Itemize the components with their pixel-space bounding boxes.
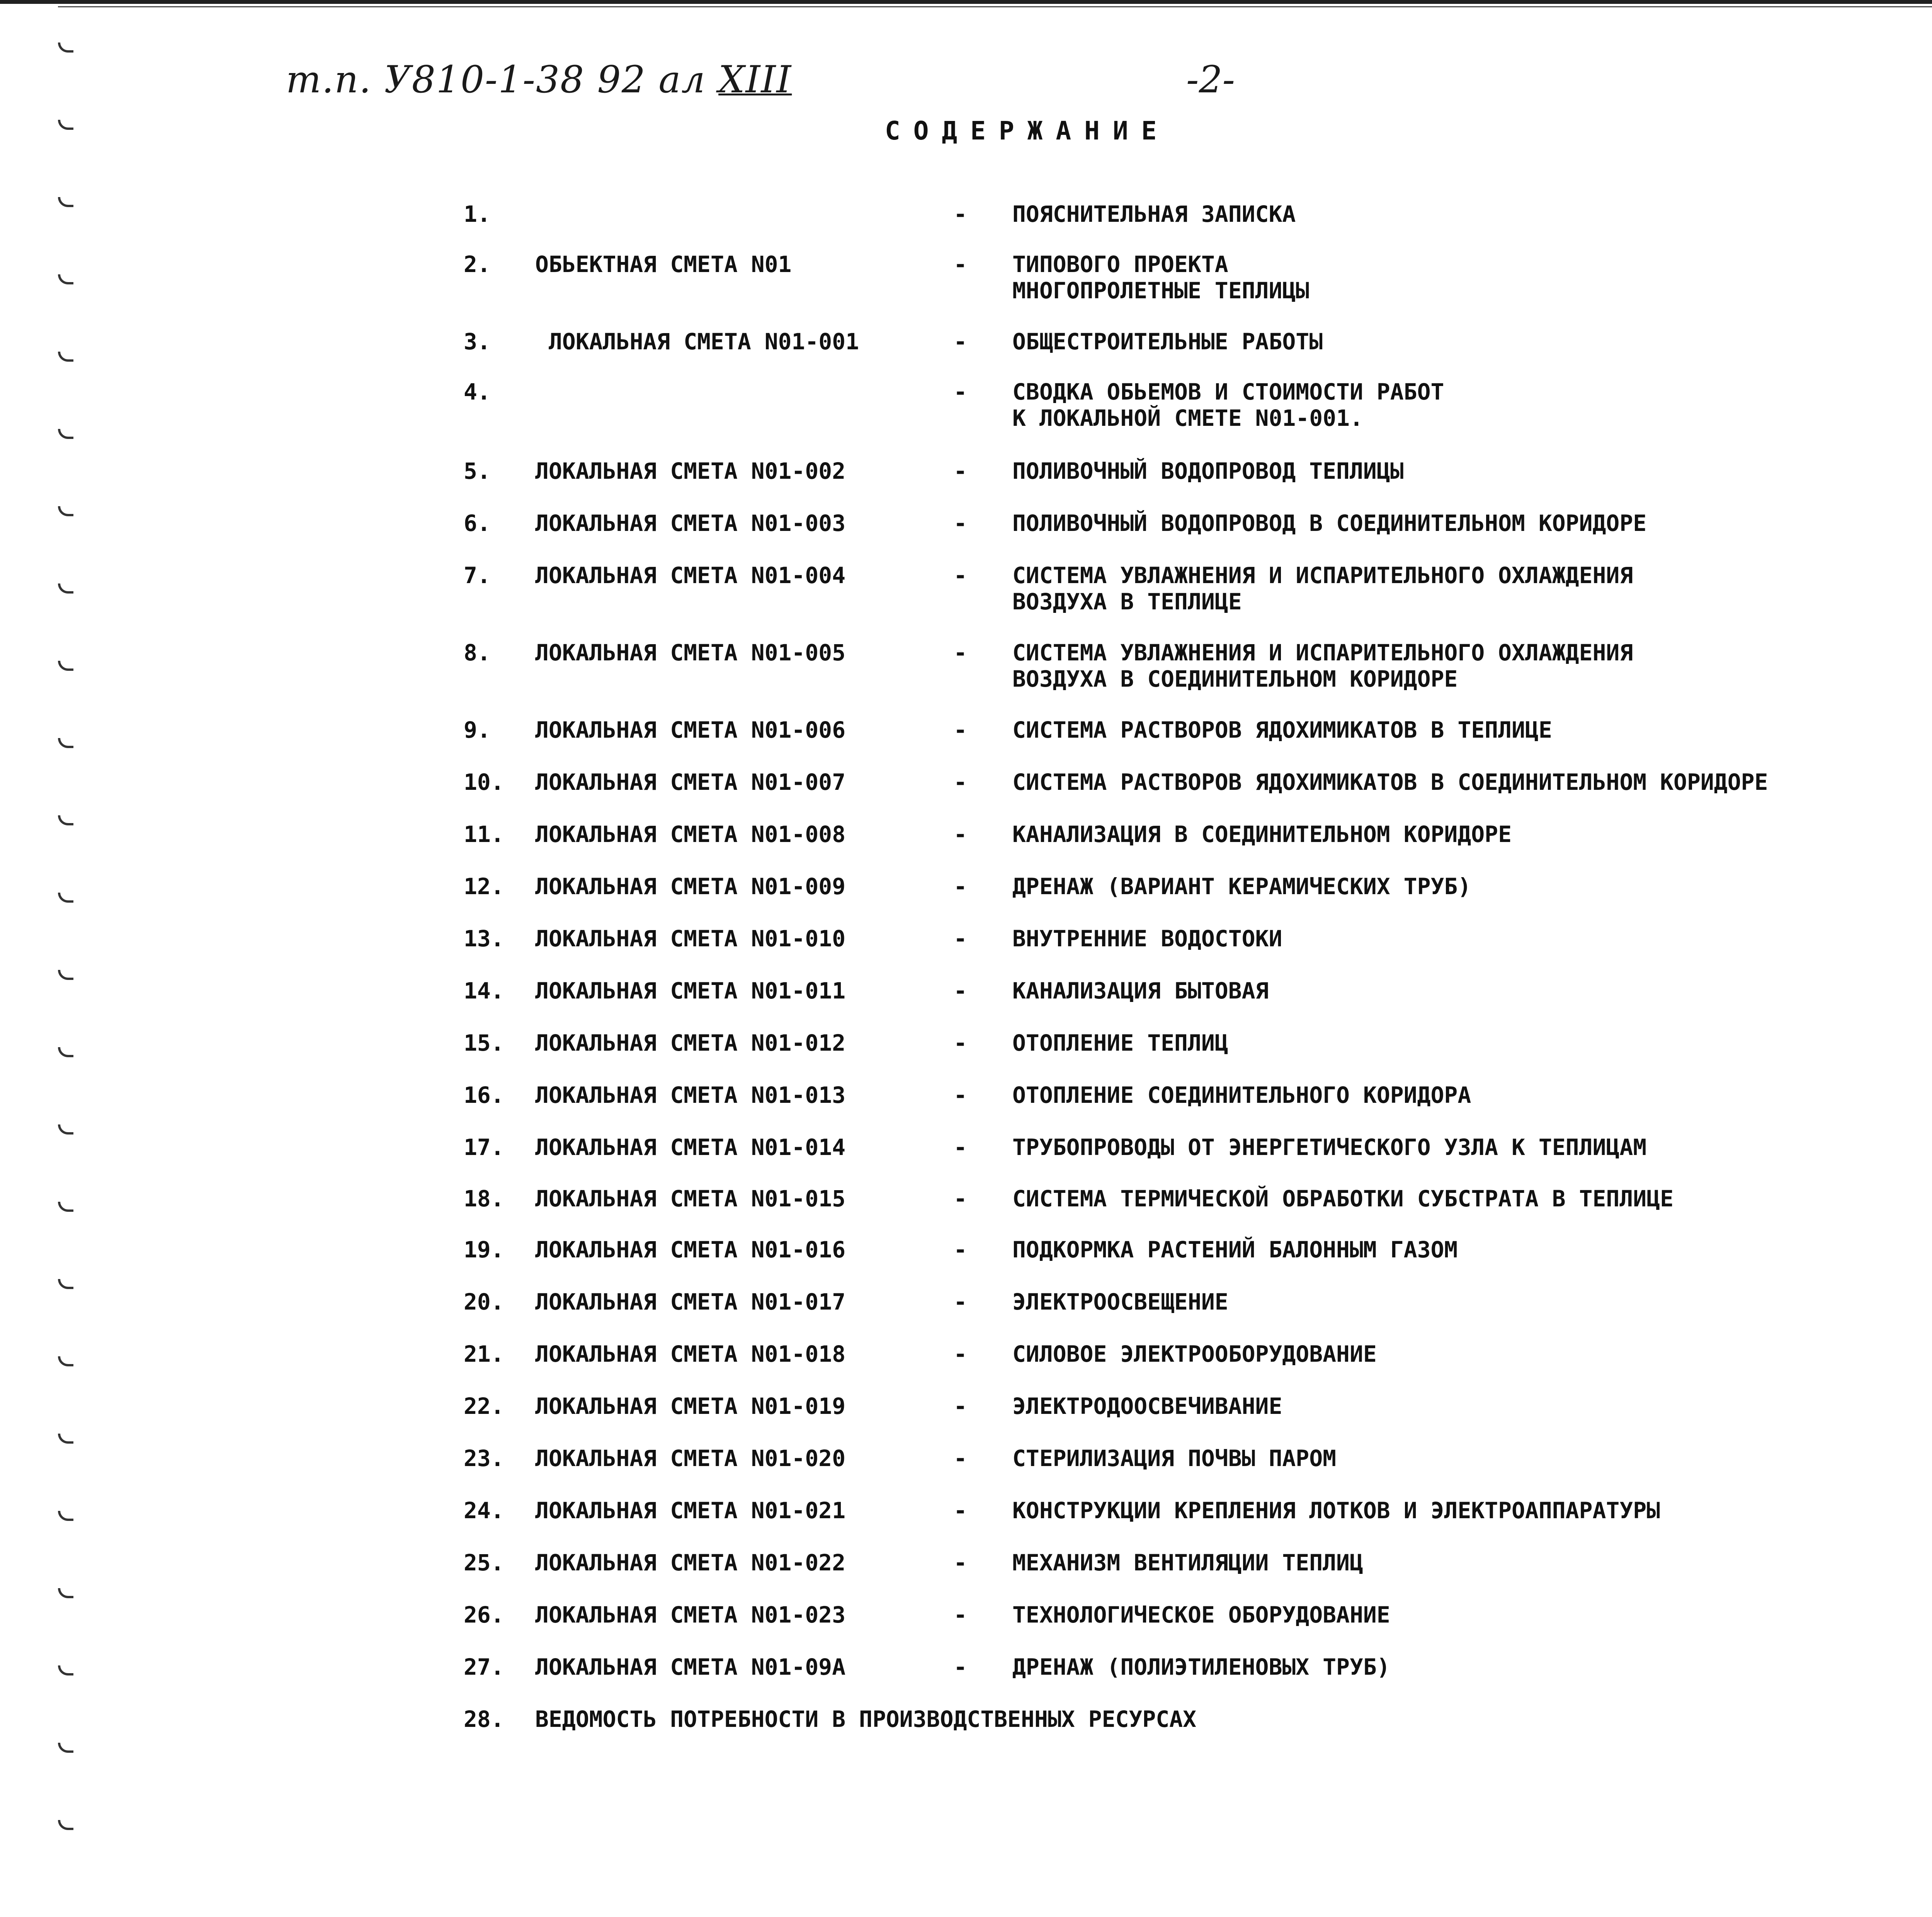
toc-item-number: 4. bbox=[464, 379, 491, 405]
toc-item-description bbox=[1012, 1134, 1646, 1160]
toc-item-number: 22. bbox=[464, 1393, 504, 1419]
toc-description-line: ВОЗДУХА В ТЕПЛИЦЕ bbox=[1012, 589, 1242, 615]
feed-hole-mark bbox=[58, 583, 73, 594]
toc-item-number: 18. bbox=[464, 1186, 504, 1212]
toc-item-number: 14. bbox=[464, 978, 504, 1004]
toc-description-line: КОНСТРУКЦИИ КРЕПЛЕНИЯ ЛОТКОВ И ЭЛЕКТРОАППАРАТУРЫ bbox=[1012, 1497, 1660, 1524]
toc-item-source: ЛОКАЛЬНАЯ СМЕТА N01-008 bbox=[535, 821, 846, 847]
toc-item-description bbox=[1012, 1030, 1228, 1056]
toc-item-description bbox=[1012, 1289, 1228, 1315]
toc-description-line: ОТОПЛЕНИЕ ТЕПЛИЦ bbox=[1012, 1030, 1228, 1056]
toc-item-description bbox=[1012, 1497, 1660, 1524]
toc-item-description bbox=[1012, 1445, 1336, 1471]
toc-description-line: СИЛОВОЕ ЭЛЕКТРООБОРУДОВАНИЕ bbox=[1012, 1341, 1377, 1367]
toc-description-line: СИСТЕМА РАСТВОРОВ ЯДОХИМИКАТОВ В ТЕПЛИЦЕ bbox=[1012, 717, 1552, 743]
toc-item-source: ЛОКАЛЬНАЯ СМЕТА N01-010 bbox=[535, 925, 846, 952]
feed-hole-mark bbox=[58, 352, 73, 362]
toc-item-source: ЛОКАЛЬНАЯ СМЕТА N01-021 bbox=[535, 1497, 846, 1524]
toc-separator-dash: - bbox=[954, 1654, 967, 1680]
toc-item-description bbox=[1012, 873, 1471, 900]
toc-item-number: 19. bbox=[464, 1237, 504, 1263]
toc-item-description bbox=[1012, 769, 1768, 795]
toc-separator-dash: - bbox=[954, 978, 967, 1004]
page-number: -2- bbox=[1186, 58, 1235, 101]
toc-separator-dash: - bbox=[954, 1445, 967, 1471]
toc-item-number: 2. bbox=[464, 251, 491, 277]
toc-item-source: ЛОКАЛЬНАЯ СМЕТА N01-09А bbox=[535, 1654, 846, 1680]
toc-separator-dash: - bbox=[954, 562, 967, 589]
toc-item-source: ЛОКАЛЬНАЯ СМЕТА N01-007 bbox=[535, 769, 846, 795]
toc-item-description bbox=[1012, 1082, 1471, 1108]
toc-item-number: 20. bbox=[464, 1289, 504, 1315]
toc-item-source: ЛОКАЛЬНАЯ СМЕТА N01-022 bbox=[535, 1550, 846, 1576]
feed-hole-mark bbox=[58, 1665, 73, 1675]
toc-item-number: 11. bbox=[464, 821, 504, 847]
toc-separator-dash: - bbox=[954, 1186, 967, 1212]
toc-description-line: ОТОПЛЕНИЕ СОЕДИНИТЕЛЬНОГО КОРИДОРА bbox=[1012, 1082, 1471, 1108]
toc-item-number: 12. bbox=[464, 873, 504, 900]
toc-item-number: 21. bbox=[464, 1341, 504, 1367]
toc-separator-dash: - bbox=[954, 1602, 967, 1628]
toc-description-line: ДРЕНАЖ (ВАРИАНТ КЕРАМИЧЕСКИХ ТРУБ) bbox=[1012, 873, 1471, 900]
toc-item-description bbox=[1012, 328, 1323, 355]
toc-separator-dash: - bbox=[954, 1237, 967, 1263]
toc-separator-dash: - bbox=[954, 458, 967, 484]
toc-item-description bbox=[1012, 1654, 1390, 1680]
toc-separator-dash: - bbox=[954, 379, 967, 405]
handwritten-project-code-text: т.п. У810-1-38 92 ал bbox=[286, 58, 706, 101]
feed-hole-mark bbox=[58, 1047, 73, 1057]
toc-separator-dash: - bbox=[954, 251, 967, 277]
toc-description-line: ЭЛЕКТРОДООСВЕЧИВАНИЕ bbox=[1012, 1393, 1282, 1419]
toc-item-description bbox=[1012, 1602, 1390, 1628]
toc-description-line: ПОЯСНИТЕЛЬНАЯ ЗАПИСКА bbox=[1012, 201, 1296, 227]
feed-hole-mark bbox=[58, 1279, 73, 1289]
feed-hole-mark bbox=[58, 815, 73, 825]
feed-hole-mark bbox=[58, 970, 73, 980]
toc-description-line: ВНУТРЕННИЕ ВОДОСТОКИ bbox=[1012, 925, 1282, 952]
toc-description-line: СВОДКА ОБЬЕМОВ И СТОИМОСТИ РАБОТ bbox=[1012, 379, 1444, 405]
feed-hole-mark bbox=[58, 1356, 73, 1366]
toc-separator-dash: - bbox=[954, 717, 967, 743]
toc-separator-dash: - bbox=[954, 925, 967, 952]
toc-description-line: СИСТЕМА УВЛАЖНЕНИЯ И ИСПАРИТЕЛЬНОГО ОХЛАЖДЕНИЯ bbox=[1012, 640, 1633, 666]
toc-separator-dash: - bbox=[954, 769, 967, 795]
toc-item-description bbox=[1012, 201, 1296, 227]
toc-separator-dash: - bbox=[954, 328, 967, 355]
toc-description-line: ТРУБОПРОВОДЫ ОТ ЭНЕРГЕТИЧЕСКОГО УЗЛА К ТЕПЛИЦАМ bbox=[1012, 1134, 1647, 1160]
feed-hole-mark bbox=[58, 1588, 73, 1598]
toc-item-source: ЛОКАЛЬНАЯ СМЕТА N01-018 bbox=[535, 1341, 846, 1367]
toc-description-line: ПОЛИВОЧНЫЙ ВОДОПРОВОД В СОЕДИНИТЕЛЬНОМ КОРИДОРЕ bbox=[1012, 510, 1647, 536]
toc-description-line: МЕХАНИЗМ ВЕНТИЛЯЦИИ ТЕПЛИЦ bbox=[1012, 1550, 1363, 1576]
feed-hole-mark bbox=[58, 429, 73, 439]
toc-description-line: ПОДКОРМКА РАСТЕНИЙ БАЛОННЫМ ГАЗОМ bbox=[1012, 1237, 1458, 1263]
toc-item-description bbox=[1012, 379, 1444, 431]
feed-hole-mark bbox=[58, 738, 73, 748]
toc-item-number: 15. bbox=[464, 1030, 504, 1056]
toc-item-description bbox=[1012, 1237, 1458, 1263]
feed-hole-mark bbox=[58, 661, 73, 671]
toc-item-source: ЛОКАЛЬНАЯ СМЕТА N01-015 bbox=[535, 1186, 846, 1212]
toc-item-description bbox=[1012, 717, 1552, 743]
toc-item-number: 3. bbox=[464, 328, 491, 355]
toc-description-line: ДРЕНАЖ (ПОЛИЭТИЛЕНОВЫХ ТРУБ) bbox=[1012, 1654, 1390, 1680]
toc-item-number: 26. bbox=[464, 1602, 504, 1628]
tractor-feed-holes-left bbox=[58, 0, 89, 1917]
feed-hole-mark bbox=[58, 120, 73, 130]
paper-top-rule bbox=[58, 6, 1932, 7]
feed-hole-mark bbox=[58, 1743, 73, 1753]
toc-item-number: 27. bbox=[464, 1654, 504, 1680]
feed-hole-mark bbox=[58, 1820, 73, 1830]
toc-item-number: 7. bbox=[464, 562, 491, 589]
handwritten-project-code bbox=[286, 58, 792, 101]
toc-item-number: 1. bbox=[464, 201, 491, 227]
toc-item-number: 25. bbox=[464, 1550, 504, 1576]
toc-item-source: ЛОКАЛЬНАЯ СМЕТА N01-013 bbox=[535, 1082, 846, 1108]
toc-separator-dash: - bbox=[954, 1497, 967, 1524]
toc-item-number: 28. bbox=[464, 1706, 504, 1732]
toc-description-line: КАНАЛИЗАЦИЯ БЫТОВАЯ bbox=[1012, 978, 1269, 1004]
feed-hole-mark bbox=[58, 1202, 73, 1212]
toc-item-source: ЛОКАЛЬНАЯ СМЕТА N01-003 bbox=[535, 510, 846, 536]
toc-item-number: 16. bbox=[464, 1082, 504, 1108]
toc-separator-dash: - bbox=[954, 873, 967, 900]
toc-separator-dash: - bbox=[954, 1134, 967, 1160]
toc-item-description bbox=[1012, 1393, 1282, 1419]
toc-item-number: 5. bbox=[464, 458, 491, 484]
toc-item-description bbox=[1012, 925, 1282, 952]
toc-item-description bbox=[1012, 251, 1309, 304]
toc-item-source: ЛОКАЛЬНАЯ СМЕТА N01-014 bbox=[535, 1134, 846, 1160]
handwritten-album-number: XIII bbox=[718, 58, 792, 101]
paper-top-edge bbox=[0, 0, 1932, 4]
toc-item-source: ЛОКАЛЬНАЯ СМЕТА N01-004 bbox=[535, 562, 846, 589]
toc-separator-dash: - bbox=[954, 1393, 967, 1419]
toc-item-number: 9. bbox=[464, 717, 491, 743]
toc-description-line: ОБЩЕСТРОИТЕЛЬНЫЕ РАБОТЫ bbox=[1012, 328, 1323, 355]
toc-separator-dash: - bbox=[954, 1082, 967, 1108]
toc-description-line: СИСТЕМА УВЛАЖНЕНИЯ И ИСПАРИТЕЛЬНОГО ОХЛАЖДЕНИЯ bbox=[1012, 562, 1633, 589]
toc-description-line: СТЕРИЛИЗАЦИЯ ПОЧВЫ ПАРОМ bbox=[1012, 1445, 1337, 1471]
toc-separator-dash: - bbox=[954, 1341, 967, 1367]
toc-description-line: ТЕХНОЛОГИЧЕСКОЕ ОБОРУДОВАНИЕ bbox=[1012, 1602, 1390, 1628]
toc-item-description bbox=[1012, 1341, 1377, 1367]
toc-description-line: ЭЛЕКТРООСВЕЩЕНИЕ bbox=[1012, 1289, 1228, 1315]
feed-hole-mark bbox=[58, 274, 73, 284]
toc-item-source: ЛОКАЛЬНАЯ СМЕТА N01-012 bbox=[535, 1030, 846, 1056]
toc-description-line: СИСТЕМА ТЕРМИЧЕСКОЙ ОБРАБОТКИ СУБСТРАТА В ТЕПЛИЦЕ bbox=[1012, 1186, 1674, 1212]
toc-description-line: К ЛОКАЛЬНОЙ СМЕТЕ N01-001. bbox=[1012, 405, 1363, 431]
toc-separator-dash: - bbox=[954, 821, 967, 847]
toc-item-source: ЛОКАЛЬНАЯ СМЕТА N01-002 bbox=[535, 458, 846, 484]
toc-item-description bbox=[1012, 978, 1269, 1004]
toc-item-source: ВЕДОМОСТЬ ПОТРЕБНОСТИ В ПРОИЗВОДСТВЕННЫХ РЕСУРСАХ bbox=[535, 1706, 1197, 1732]
feed-hole-mark bbox=[58, 1434, 73, 1444]
toc-item-source: ЛОКАЛЬНАЯ СМЕТА N01-023 bbox=[535, 1602, 846, 1628]
toc-description-line: ТИПОВОГО ПРОЕКТА bbox=[1012, 251, 1228, 277]
toc-item-number: 13. bbox=[464, 925, 504, 952]
toc-item-source: ЛОКАЛЬНАЯ СМЕТА N01-001 bbox=[549, 328, 859, 355]
toc-description-line: СИСТЕМА РАСТВОРОВ ЯДОХИМИКАТОВ В СОЕДИНИТЕЛЬНОМ КОРИДОРЕ bbox=[1012, 769, 1768, 795]
toc-item-description bbox=[1012, 640, 1633, 692]
toc-item-number: 23. bbox=[464, 1445, 504, 1471]
toc-item-source: ЛОКАЛЬНАЯ СМЕТА N01-006 bbox=[535, 717, 846, 743]
toc-item-number: 8. bbox=[464, 640, 491, 666]
feed-hole-mark bbox=[58, 197, 73, 207]
toc-separator-dash: - bbox=[954, 1030, 967, 1056]
toc-item-source: ЛОКАЛЬНАЯ СМЕТА N01-009 bbox=[535, 873, 846, 900]
toc-description-line: ПОЛИВОЧНЫЙ ВОДОПРОВОД ТЕПЛИЦЫ bbox=[1012, 458, 1404, 484]
feed-hole-mark bbox=[58, 1124, 73, 1135]
toc-item-source: ЛОКАЛЬНАЯ СМЕТА N01-011 bbox=[535, 978, 846, 1004]
feed-hole-mark bbox=[58, 43, 73, 53]
toc-description-line: МНОГОПРОЛЕТНЫЕ ТЕПЛИЦЫ bbox=[1012, 277, 1310, 304]
toc-separator-dash: - bbox=[954, 1289, 967, 1315]
toc-item-description bbox=[1012, 1186, 1673, 1212]
toc-item-description bbox=[1012, 510, 1646, 536]
toc-item-source: ЛОКАЛЬНАЯ СМЕТА N01-017 bbox=[535, 1289, 846, 1315]
toc-item-source: ЛОКАЛЬНАЯ СМЕТА N01-020 bbox=[535, 1445, 846, 1471]
toc-item-source: ЛОКАЛЬНАЯ СМЕТА N01-005 bbox=[535, 640, 846, 666]
toc-item-number: 10. bbox=[464, 769, 504, 795]
toc-item-number: 6. bbox=[464, 510, 491, 536]
page-title: СОДЕРЖАНИЕ bbox=[885, 116, 1170, 146]
toc-separator-dash: - bbox=[954, 510, 967, 536]
toc-item-source: ЛОКАЛЬНАЯ СМЕТА N01-016 bbox=[535, 1237, 846, 1263]
toc-item-description bbox=[1012, 458, 1404, 484]
toc-separator-dash: - bbox=[954, 1550, 967, 1576]
feed-hole-mark bbox=[58, 506, 73, 516]
toc-item-description bbox=[1012, 562, 1633, 615]
toc-item-source: ОБЬЕКТНАЯ СМЕТА N01 bbox=[535, 251, 792, 277]
toc-item-number: 17. bbox=[464, 1134, 504, 1160]
toc-separator-dash: - bbox=[954, 201, 967, 227]
feed-hole-mark bbox=[58, 893, 73, 903]
toc-item-number: 24. bbox=[464, 1497, 504, 1524]
toc-description-line: ВОЗДУХА В СОЕДИНИТЕЛЬНОМ КОРИДОРЕ bbox=[1012, 666, 1458, 692]
toc-description-line: КАНАЛИЗАЦИЯ В СОЕДИНИТЕЛЬНОМ КОРИДОРЕ bbox=[1012, 821, 1512, 847]
toc-separator-dash: - bbox=[954, 640, 967, 666]
feed-hole-mark bbox=[58, 1511, 73, 1521]
toc-item-source: ЛОКАЛЬНАЯ СМЕТА N01-019 bbox=[535, 1393, 846, 1419]
toc-item-description bbox=[1012, 821, 1512, 847]
toc-item-description bbox=[1012, 1550, 1363, 1576]
